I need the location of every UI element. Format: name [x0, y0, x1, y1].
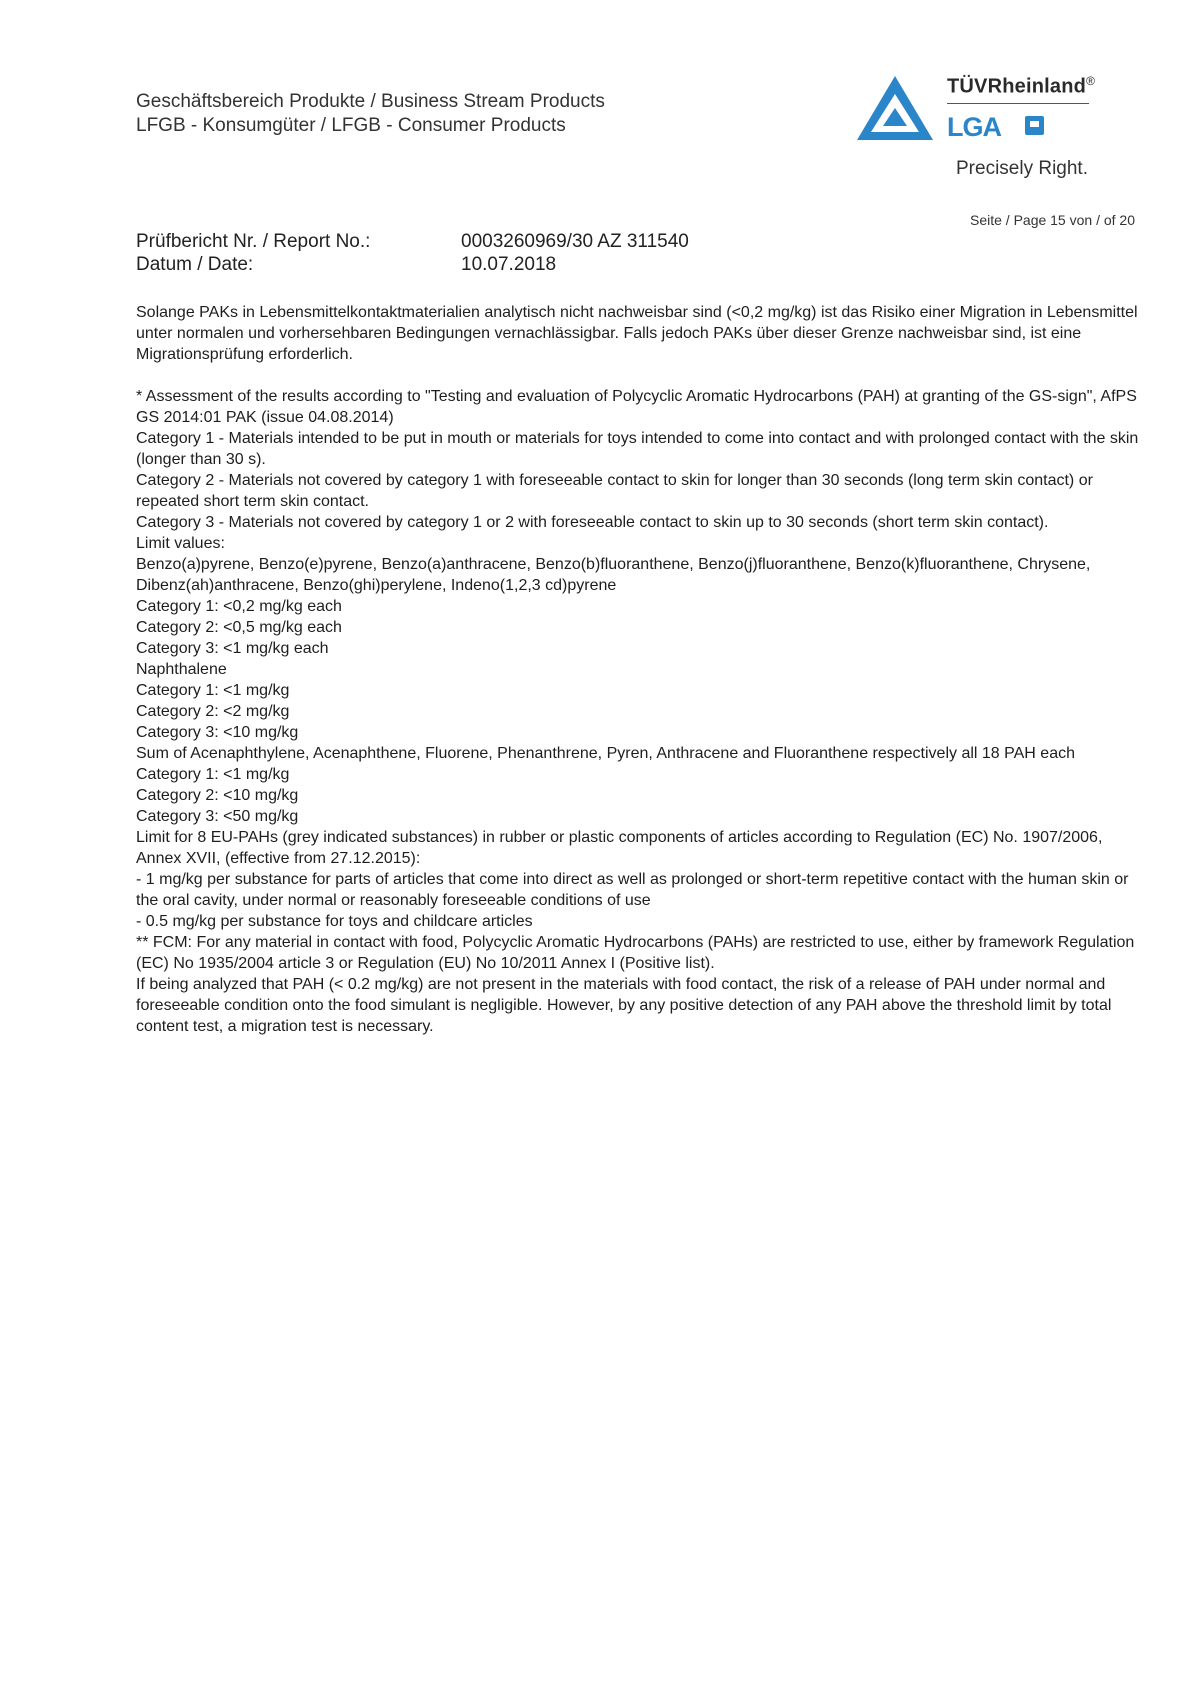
assessment-line: Benzo(a)pyrene, Benzo(e)pyrene, Benzo(a)anthracene, Benzo(b)fluoranthene, Benzo(j)fluoranthene, Benzo(k)fluoranthene, Chrysene, Dibenz(ah)anthracene, Benzo(ghi)perylene, Indeno(1,2,3 cd)pyrene	[136, 556, 1091, 594]
lga-wordmark: LGA	[947, 112, 1001, 142]
report-number-label: Prüfbericht Nr. / Report No.:	[136, 231, 371, 252]
report-number-row	[136, 230, 689, 253]
brand-divider	[947, 103, 1089, 104]
header-line-2: LFGB - Konsumgüter / LFGB - Consumer Products	[136, 115, 566, 136]
assessment-line: Category 3: <1 mg/kg each	[136, 640, 329, 657]
assessment-line: Limit values:	[136, 535, 225, 552]
assessment-line: Category 1: <0,2 mg/kg each	[136, 598, 342, 615]
tagline: Precisely Right.	[956, 158, 1088, 179]
report-date-label: Datum / Date:	[136, 254, 254, 275]
assessment-line: Category 3: <50 mg/kg	[136, 808, 299, 825]
assessment-line: * Assessment of the results according to "Testing and evaluation of Polycyclic Aromatic Hydrocarbons (PAH) at granting of the GS-sign", AfPS GS 2014:01 PAK (issue 04.08.2014)	[136, 388, 1137, 426]
report-number-value: 0003260969/30 AZ 311540	[461, 231, 689, 252]
assessment-line: Category 2 - Materials not covered by category 1 with foreseeable contact to skin for longer than 30 seconds (long term skin contact) or repeated short term skin contact.	[136, 472, 1093, 510]
assessment-line: Category 2: <2 mg/kg	[136, 703, 290, 720]
assessment-line: Sum of Acenaphthylene, Acenaphthene, Fluorene, Phenanthrene, Pyren, Anthracene and Fluoranthene respectively all 18 PAH each	[136, 745, 1075, 762]
assessment-line: - 1 mg/kg per substance for parts of articles that come into direct as well as prolonged or short-term repetitive contact with the human skin or the oral cavity, under normal or reasonably foreseeable conditions of use	[136, 871, 1129, 909]
assessment-line: Category 3 - Materials not covered by category 1 or 2 with foreseeable contact to skin up to 30 seconds (short term skin contact).	[136, 514, 1049, 531]
tuv-triangle-icon	[855, 74, 935, 144]
assessment-line: Category 3: <10 mg/kg	[136, 724, 299, 741]
report-date-row	[136, 253, 689, 276]
assessment-line: Category 2: <10 mg/kg	[136, 787, 299, 804]
assessment-line: Category 1: <1 mg/kg	[136, 766, 290, 783]
assessment-line: Category 2: <0,5 mg/kg each	[136, 619, 342, 636]
assessment-line: ** FCM: For any material in contact with food, Polycyclic Aromatic Hydrocarbons (PAHs) are restricted to use, either by framework Regulation (EC) No 1935/2004 article 3 or Regulation (EU) No 10/2011 Annex I (Positive list).	[136, 934, 1135, 972]
assessment-line: - 0.5 mg/kg per substance for toys and childcare articles	[136, 913, 533, 930]
intro-paragraph: Solange PAKs in Lebensmittelkontaktmaterialien analytisch nicht nachweisbar sind (<0,2 mg/kg) ist das Risiko einer Migration in Lebensmittel unter normalen und vorhersehbaren Bedingungen vernachlässigbar. Falls jedoch PAKs über dieser Grenze nachweisbar sind, ist eine Migrationsprüfung erforderlich.	[136, 304, 1138, 363]
assessment-line: Category 1 - Materials intended to be put in mouth or materials for toys intended to come into contact and with prolonged contact with the skin (longer than 30 s).	[136, 430, 1139, 468]
header-line-1: Geschäftsbereich Produkte / Business Stream Products	[136, 91, 605, 112]
report-body	[136, 302, 1146, 1037]
brand-name: TÜVRheinland®	[947, 74, 1096, 98]
report-date-value: 10.07.2018	[461, 254, 557, 275]
assessment-line: Limit for 8 EU-PAHs (grey indicated substances) in rubber or plastic components of articles according to Regulation (EC) No. 1907/2006, Annex XVII, (effective from 27.12.2015):	[136, 829, 1103, 867]
report-meta	[136, 230, 689, 276]
tuv-rheinland-logo	[855, 70, 1125, 185]
assessment-line: If being analyzed that PAH (< 0.2 mg/kg) are not present in the materials with food contact, the risk of a release of PAH under normal and foreseeable condition onto the food simulant is negligible. However, by any positive detection of any PAH above the threshold limit by total content test, a migration test is necessary.	[136, 976, 1112, 1035]
business-stream-header	[136, 90, 605, 138]
assessment-line: Category 1: <1 mg/kg	[136, 682, 290, 699]
page-number: Seite / Page 15 von / of 20	[969, 212, 1135, 228]
lga-square-icon	[1025, 116, 1044, 135]
assessment-line: Naphthalene	[136, 661, 227, 678]
